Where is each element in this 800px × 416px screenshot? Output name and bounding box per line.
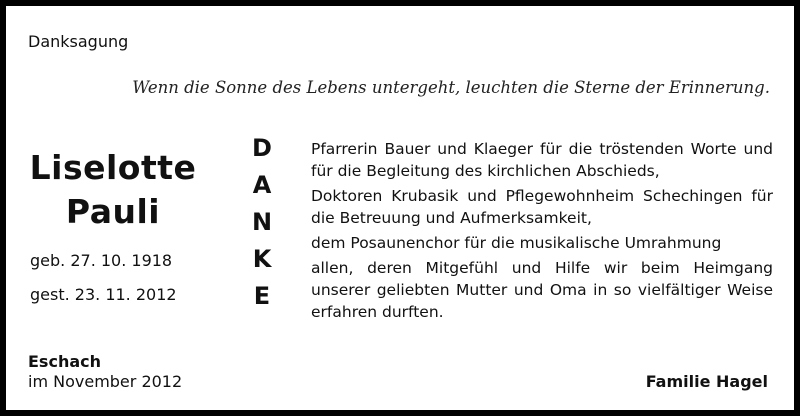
heading: Danksagung [28, 32, 129, 51]
first-name: Liselotte [29, 148, 197, 187]
danke-letter: D [252, 134, 272, 162]
thanks-list [311, 138, 773, 326]
thanks-item: dem Posaunenchor für die musikalische Umrahmung [311, 234, 722, 252]
town: Eschach [28, 352, 101, 371]
thanks-item: Pfarrerin Bauer und Klaeger für die tröstenden Worte und für die Begleitung des kirchlichen Abschieds, [311, 140, 773, 180]
danke-vertical [246, 128, 278, 313]
thanks-item: allen, deren Mitgefühl und Hilfe wir beim Heimgang unserer geliebten Mutter und Oma in so vielfältiger Weise erfahren durften. [311, 259, 773, 321]
deceased-name [28, 146, 198, 234]
place-date [28, 352, 182, 392]
danke-letter: E [253, 282, 271, 310]
birth-date: geb. 27. 10. 1918 [30, 251, 173, 270]
quote: Wenn die Sonne des Lebens untergeht, leuchten die Sterne der Erinnerung. [132, 78, 770, 97]
obituary-card [6, 6, 794, 410]
life-dates [30, 246, 177, 314]
danke-letter: N [251, 208, 273, 236]
signature: Familie Hagel [645, 372, 768, 391]
death-date: gest. 23. 11. 2012 [30, 285, 177, 304]
date: im November 2012 [28, 372, 183, 391]
thanks-item: Doktoren Krubasik und Pflegewohnheim Schechingen für die Betreuung und Aufmerksamkeit, [311, 187, 773, 227]
danke-letter: A [252, 171, 272, 199]
last-name: Pauli [65, 192, 161, 231]
danke-letter: K [252, 245, 272, 273]
